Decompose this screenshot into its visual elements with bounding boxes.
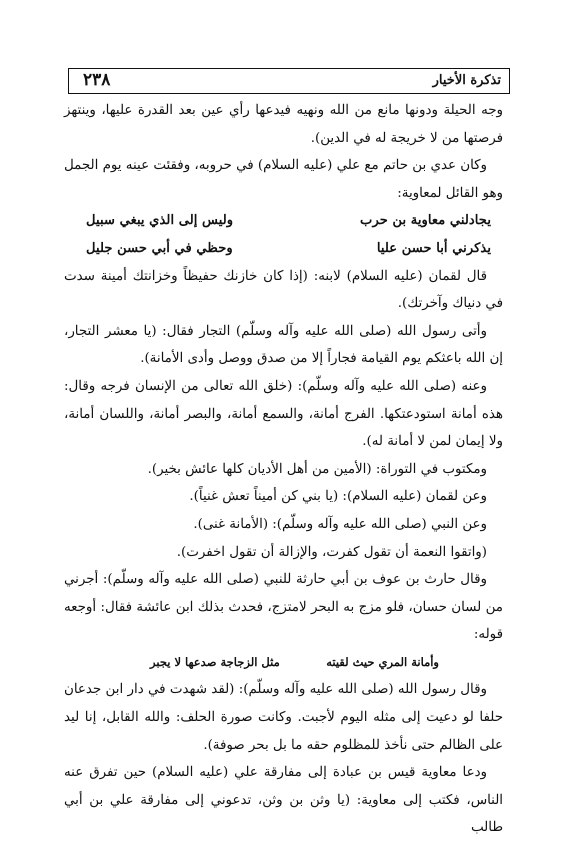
paragraph: وجه الحيلة ودونها مانع من الله ونهيه فيدعها رأي عين بعد القدرة عليها، وينتهز فرصتها من لا خريجة له في الدين). xyxy=(64,103,503,146)
paragraph: وعنه (صلى الله عليه وآله وسلّم): (خلق الله تعالى من الإنسان فرجه وقال: هذه أمانة استودعتكها. الفرج أمانة، والسمع أمانة، والبصر أمانة، واللسان أمانة، ولا إيمان لمن لا أمانة له). xyxy=(64,378,503,450)
page-header xyxy=(68,68,510,94)
poem-verse xyxy=(64,207,503,235)
paragraph: وعن النبي (صلى الله عليه وآله وسلّم): (الأمانة غنى). xyxy=(193,516,487,532)
verse-first-hemistich: وأمانة المري حيث لقيته xyxy=(326,654,439,669)
poem-verse xyxy=(64,235,503,263)
paragraph: ودعا معاوية قيس بن عبادة إلى مفارقة علي (عليه السلام) حين تفرق عنه الناس، فكتب إلى معاوية: (يا وثن بن وثن، تدعوني إلى مفارقة علي بن أبي طالب xyxy=(64,765,503,836)
verse-second-hemistich: وليس إلى الذي يبغي سبيل xyxy=(86,213,234,229)
poem-verse xyxy=(64,649,503,677)
paragraph: وكان عدي بن حاتم مع علي (عليه السلام) في حروبه، وفقئت عينه يوم الجمل وهو القائل لمعاوية: xyxy=(64,158,503,201)
paragraph: وقال رسول الله (صلى الله عليه وآله وسلّم): (لقد شهدت في دار ابن جدعان حلفا لو دعيت إلى مثله اليوم لأجبت. وكانت صورة الحلف: والله القابل، إنا ليد على الظالم حتى نأخذ للمظلوم حقه ما بل بحر صوفة). xyxy=(64,682,503,753)
paragraph: (واتقوا النعمة أن تقول كفرت، والإزالة أن تقول اخفرت). xyxy=(176,544,487,560)
verse-second-hemistich: وحظي في أبي حسن جليل xyxy=(86,240,233,256)
running-title: تذكرة الأخيار xyxy=(432,73,501,88)
paragraph: وأتى رسول الله (صلى الله عليه وآله وسلّم) التجار فقال: (يا معشر التجار، إن الله باعثكم يوم القيامة فجاراً إلا من صدق ووصل وأدى الأمانة). xyxy=(64,323,503,367)
page-number: ٢٣٨ xyxy=(83,70,111,90)
page-body xyxy=(64,97,503,842)
verse-first-hemistich: يذكرني أبا حسن عليا xyxy=(376,240,491,256)
paragraph: قال لقمان (عليه السلام) لابنه: (إذا كان خازنك حفيظاً وخزانتك أمينة سدت في دنياك وآخرتك). xyxy=(64,268,503,312)
verse-first-hemistich: يجادلني معاوية بن حرب xyxy=(360,213,491,229)
paragraph: ومكتوب في التوراة: (الأمين من أهل الأديان كلها عائش بخير). xyxy=(147,461,487,477)
verse-second-hemistich: مثل الزجاجة صدعها لا يجبر xyxy=(150,654,280,669)
paragraph: وعن لقمان (عليه السلام): (يا بني كن أميناً تعش غنياً). xyxy=(189,489,487,505)
paragraph: وقال حارث بن عوف بن أبي حارثة للنبي (صلى الله عليه وآله وسلّم): أجرني من لسان حسان، فلو مزج به البحر لامتزج، فحدث بذلك ابن عائشة فقال: أوجعه قوله: xyxy=(64,572,503,643)
